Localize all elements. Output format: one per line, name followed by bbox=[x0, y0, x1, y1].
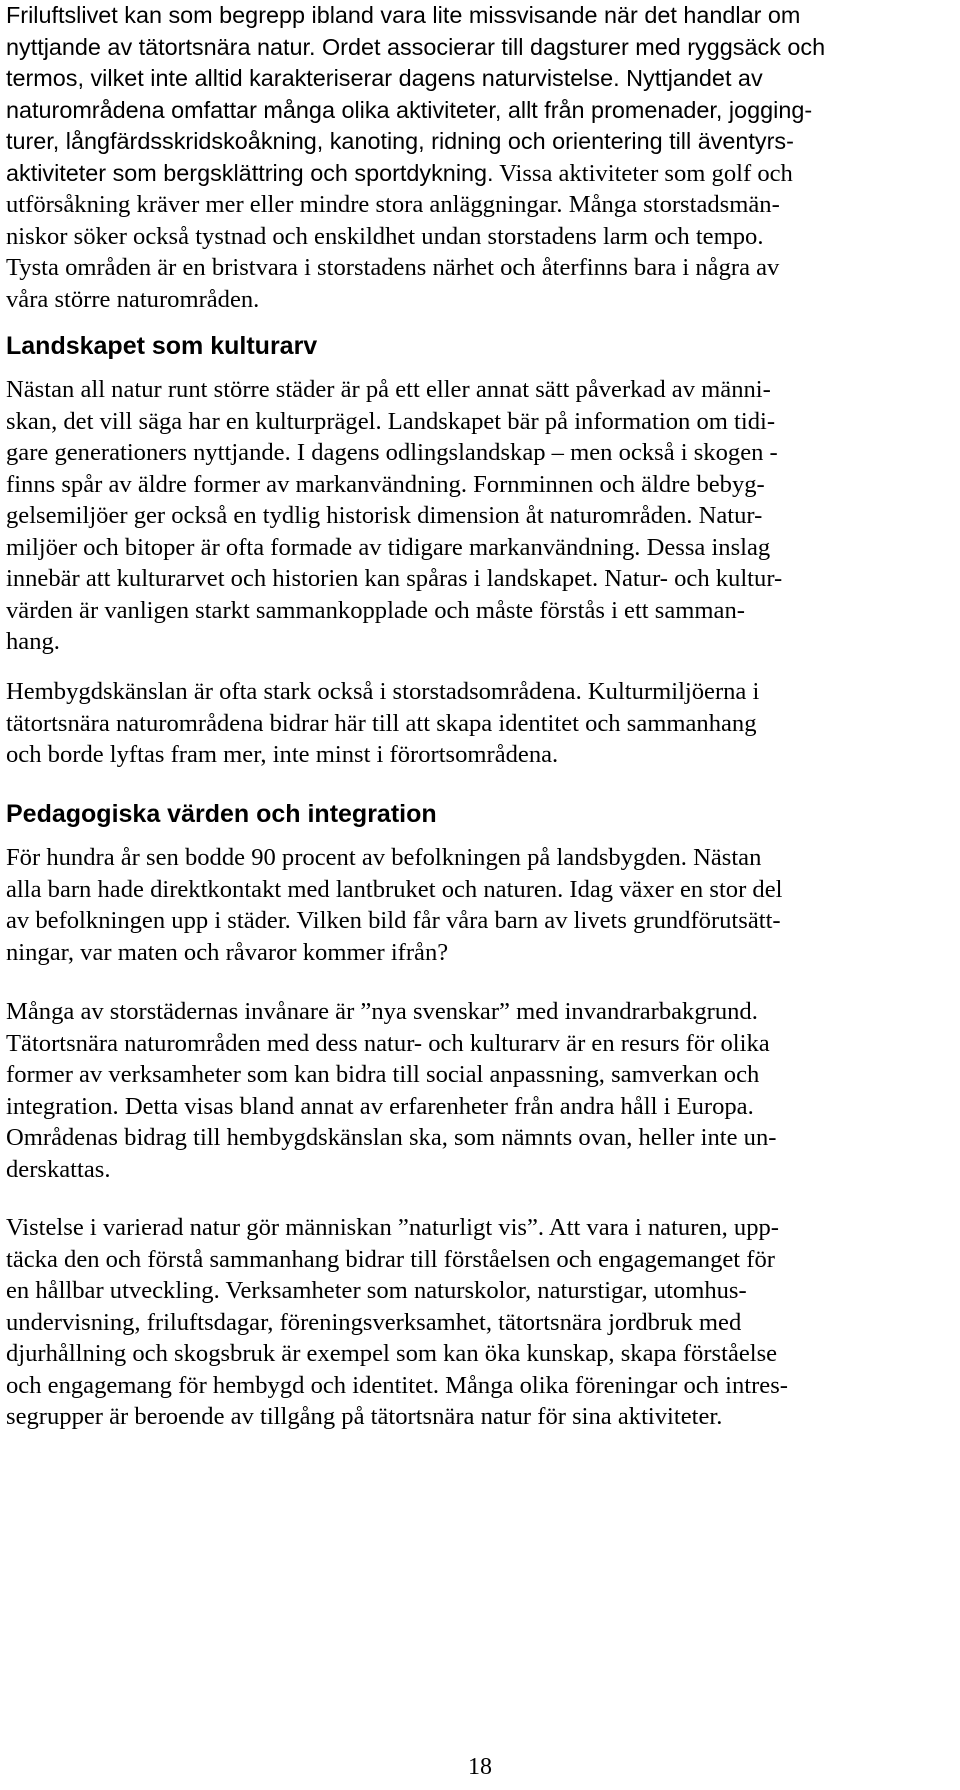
text-line: av befolkningen upp i städer. Vilken bild får våra barn av livets grundförutsätt- bbox=[6, 907, 781, 934]
text-line bbox=[6, 158, 960, 190]
text-line: Tysta områden är en bristvara i storstadens närhet och återfinns bara i några av bbox=[6, 254, 780, 281]
text-line: nyttjande av tätortsnära natur. Ordet associerar till dagsturer med ryggsäck och bbox=[6, 33, 826, 60]
paragraph-kulturarv bbox=[6, 374, 960, 658]
text-line: former av verksamheter som kan bidra till social anpassning, samverkan och bbox=[6, 1061, 760, 1088]
page-number: 18 bbox=[468, 1754, 492, 1780]
section-heading-pedagogiska: Pedagogiska värden och integration bbox=[6, 800, 437, 828]
text-line: turer, långfärdsskridskoåkning, kanoting, ridning och orientering till äventyrs- bbox=[6, 128, 794, 154]
text-run: Många storstadsmän- bbox=[562, 191, 780, 218]
text-run: aktiviteter som bergsklättring och sportdykning. bbox=[6, 159, 494, 186]
paragraph-nya-svenskar bbox=[6, 996, 960, 1185]
text-run: Nyttjandet av bbox=[619, 65, 763, 91]
text-run: Vissa aktiviteter som golf och bbox=[493, 159, 793, 187]
text-line: Friluftslivet kan som begrepp ibland vara lite missvisande när det handlar om bbox=[6, 2, 801, 28]
text-line: miljöer och bitoper är ofta formade av tidigare markanvändning. Dessa inslag bbox=[6, 533, 771, 561]
text-line: Många av storstädernas invånare är ”nya svenskar” med invandrarbakgrund. bbox=[6, 998, 758, 1025]
text-line: alla barn hade direktkontakt med lantbruket och naturen. Idag växer en stor del bbox=[6, 875, 783, 903]
text-line: finns spår av äldre former av markanvändning. Fornminnen och äldre bebyg- bbox=[6, 470, 765, 498]
text-line: djurhållning och skogsbruk är exempel som kan öka kunskap, skapa förståelse bbox=[6, 1340, 778, 1367]
text-line: gare generationers nyttjande. I dagens odlingslandskap – men också i skogen - bbox=[6, 439, 778, 466]
text-line: täcka den och förstå sammanhang bidrar till förståelsen och engagemanget för bbox=[6, 1245, 775, 1273]
text-line: niskor söker också tystnad och enskildhet undan storstadens larm och tempo. bbox=[6, 222, 764, 250]
text-line: hang. bbox=[6, 628, 60, 655]
text-line: och engagemang för hembygd och identitet. Många olika föreningar och intres- bbox=[6, 1371, 788, 1399]
text-line bbox=[6, 189, 960, 221]
paragraph-hembygd bbox=[6, 676, 960, 771]
text-line: skan, det vill säga har en kulturprägel. Landskapet bär på information om tidi- bbox=[6, 407, 776, 435]
text-line: gelsemiljöer ger också en tydlig historisk dimension åt naturområden. Natur- bbox=[6, 502, 763, 529]
text-line: och borde lyftas fram mer, inte minst i förortsområdena. bbox=[6, 741, 559, 768]
text-run: termos, vilket inte alltid karakteriserar dagens naturvistelse. bbox=[6, 65, 620, 91]
text-run: utförsåkning kräver mer eller mindre stora anläggningar. bbox=[6, 191, 563, 218]
text-line: tätortsnära naturområdena bidrar här till att skapa identitet och sammanhang bbox=[6, 709, 757, 737]
text-line: Områdenas bidrag till hembygdskänslan ska, som nämnts ovan, heller inte un- bbox=[6, 1124, 777, 1151]
text-line: integration. Detta visas bland annat av erfarenheter från andra håll i Europa. bbox=[6, 1092, 754, 1120]
text-line: derskattas. bbox=[6, 1155, 111, 1183]
paragraph-vistelse bbox=[6, 1212, 960, 1433]
text-line: Hembygdskänslan är ofta stark också i storstadsområdena. Kulturmiljöerna i bbox=[6, 678, 760, 705]
text-line: undervisning, friluftsdagar, föreningsverksamhet, tätortsnära jordbruk med bbox=[6, 1308, 742, 1336]
paragraph-friluftsliv bbox=[6, 0, 960, 315]
text-line: en hållbar utveckling. Verksamheter som naturskolor, naturstigar, utomhus- bbox=[6, 1277, 747, 1304]
text-line: segrupper är beroende av tillgång på tätortsnära natur för sina aktiviteter. bbox=[6, 1403, 723, 1430]
text-line: naturområdena omfattar många olika aktiviteter, allt från promenader, jogging- bbox=[6, 96, 813, 123]
text-line: våra större naturområden. bbox=[6, 285, 260, 313]
text-line: ningar, var maten och råvaror kommer ifrån? bbox=[6, 938, 449, 966]
section-heading-kulturarv: Landskapet som kulturarv bbox=[6, 332, 318, 360]
text-line: Nästan all natur runt större städer är på ett eller annat sätt påverkad av männi- bbox=[6, 376, 771, 403]
text-line: Tätortsnära naturområden med dess natur- och kulturarv är en resurs för olika bbox=[6, 1029, 770, 1057]
paragraph-hundra-ar bbox=[6, 842, 960, 968]
text-line bbox=[6, 63, 960, 95]
text-line: innebär att kulturarvet och historien kan spåras i landskapet. Natur- och kultur- bbox=[6, 565, 783, 592]
text-line: värden är vanligen starkt sammankopplade och måste förstås i ett samman- bbox=[6, 596, 745, 624]
text-line: Vistelse i varierad natur gör människan ”naturligt vis”. Att vara i naturen, upp- bbox=[6, 1214, 779, 1241]
text-line: För hundra år sen bodde 90 procent av befolkningen på landsbygden. Nästan bbox=[6, 844, 762, 871]
